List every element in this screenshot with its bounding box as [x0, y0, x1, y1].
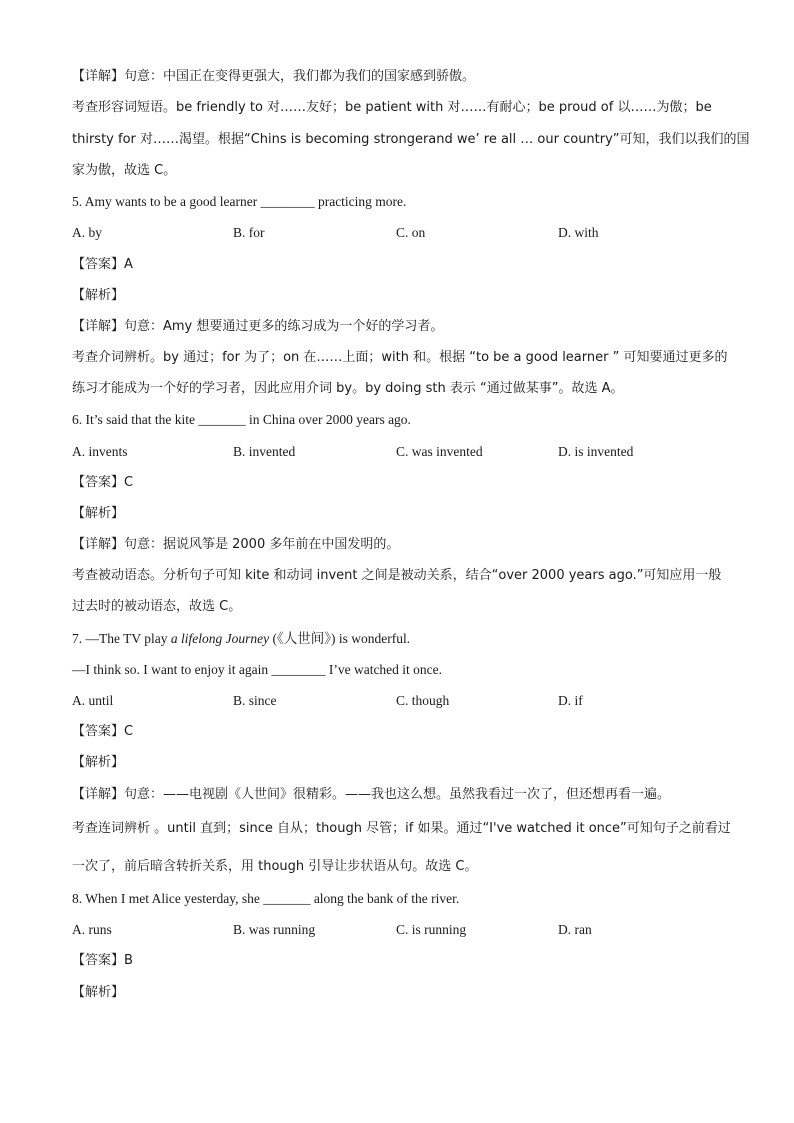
option-d: D. with	[558, 225, 599, 240]
play-title: a lifelong Journey	[170, 631, 270, 646]
analysis-line: 一次了，前后暗含转折关系，用 though 引导让步状语从句。故选 C。	[72, 859, 478, 874]
question-7: 7. —The TV play a lifelong Journey (《人世间》) is wonderful.	[72, 631, 411, 646]
question-8-options	[0, 921, 794, 939]
detail-line: 【详解】句意：——电视剧《人世间》很精彩。——我也这么想。虽然我看过一次了，但还想再看一遍。	[72, 787, 671, 802]
question-7-reply: —I think so. I want to enjoy it again ________ I’ve watched it once.	[72, 662, 443, 677]
analysis-label: 【解析】	[72, 755, 125, 770]
option-a: A. invents	[72, 444, 128, 459]
analysis-line: 家为傲，故选 C。	[72, 163, 177, 178]
answer-label: 【答案】C	[72, 475, 134, 490]
option-b: B. was running	[233, 922, 316, 937]
analysis-line: thirsty for 对……渴望。根据“Chins is becoming strongerand we’ re all … our country”可知，我们以我们的国	[72, 132, 750, 147]
answer-label: 【答案】A	[72, 257, 133, 272]
question-8: 8. When I met Alice yesterday, she _______ along the bank of the river.	[72, 891, 460, 906]
option-b: B. invented	[233, 444, 296, 459]
analysis-line: 考查介词辨析。by 通过；for 为了；on 在……上面；with 和。根据 “to be a good learner ” 可知要通过更多的	[72, 350, 728, 365]
option-c: C. is running	[396, 922, 467, 937]
analysis-label: 【解析】	[72, 288, 125, 303]
option-d: D. ran	[558, 922, 592, 937]
analysis-line: 考查被动语态。分析句子可知 kite 和动词 invent 之间是被动关系，结合“over 2000 years ago.”可知应用一般	[72, 568, 722, 583]
analysis-label: 【解析】	[72, 506, 125, 521]
detail-line: 【详解】句意：中国正在变得更强大，我们都为我们的国家感到骄傲。	[72, 69, 476, 84]
option-d: D. is invented	[558, 444, 634, 459]
option-b: B. since	[233, 693, 277, 708]
analysis-line: 考查形容词短语。be friendly to 对……友好；be patient with 对……有耐心；be proud of 以……为傲；be	[72, 100, 712, 115]
option-a: A. runs	[72, 922, 112, 937]
question-6: 6. It’s said that the kite _______ in China over 2000 years ago.	[72, 412, 411, 427]
question-6-options	[0, 443, 794, 461]
option-a: A. until	[72, 693, 114, 708]
analysis-line: 过去时的被动语态，故选 C。	[72, 599, 242, 614]
detail-line: 【详解】句意：据说风筝是 2000 多年前在中国发明的。	[72, 537, 400, 552]
question-7-options	[0, 692, 794, 710]
analysis-label: 【解析】	[72, 985, 125, 1000]
option-c: C. on	[396, 225, 426, 240]
answer-label: 【答案】C	[72, 724, 134, 739]
question-5: 5. Amy wants to be a good learner ________ practicing more.	[72, 194, 407, 209]
detail-line: 【详解】句意：Amy 想要通过更多的练习成为一个好的学习者。	[72, 319, 444, 334]
option-a: A. by	[72, 225, 102, 240]
option-c: C. though	[396, 693, 450, 708]
option-b: B. for	[233, 225, 265, 240]
option-c: C. was invented	[396, 444, 483, 459]
analysis-line: 考查连词辨析 。until 直到；since 自从；though 尽管；if 如果。通过“I've watched it once”可知句子之前看过	[72, 821, 731, 836]
question-5-options	[0, 224, 794, 242]
analysis-line: 练习才能成为一个好的学习者，因此应用介词 by。by doing sth 表示 “通过做某事”。故选 A。	[72, 381, 624, 396]
option-d: D. if	[558, 693, 583, 708]
answer-label: 【答案】B	[72, 953, 133, 968]
